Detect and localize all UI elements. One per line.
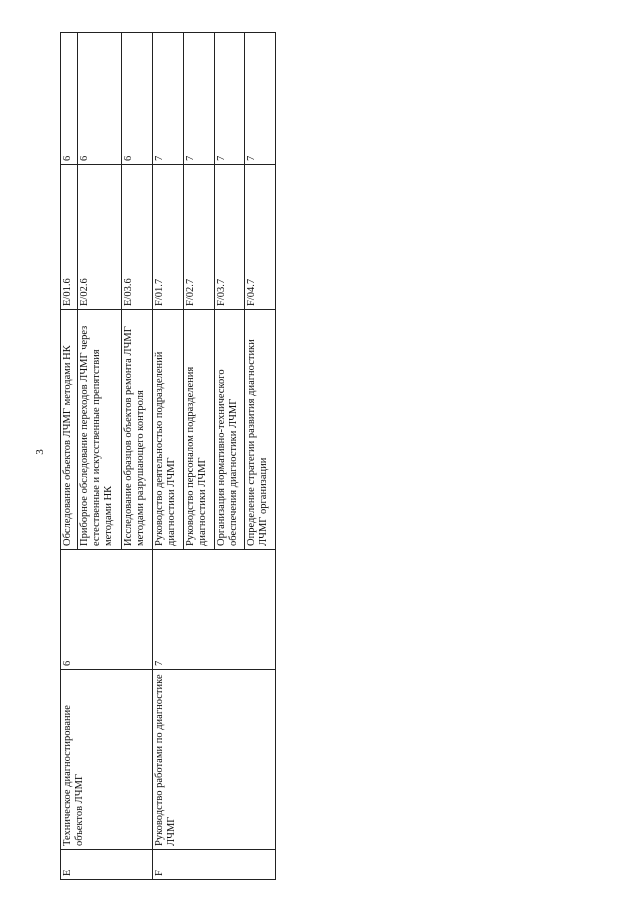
table-row: [153, 33, 184, 880]
function-code-cell: F/02.7: [183, 165, 214, 310]
function-level-cell: 7: [245, 33, 276, 165]
functions-table-container: [60, 33, 276, 880]
function-level-cell: 7: [214, 33, 245, 165]
function-name-cell: Определение стратегии развития диагностики ЛЧМГ организации: [245, 310, 276, 550]
function-level-cell: 7: [183, 33, 214, 165]
function-level-cell: 7: [153, 33, 184, 165]
group-code-cell: E: [61, 850, 153, 880]
function-code-cell: F/04.7: [245, 165, 276, 310]
function-level-cell: 6: [78, 33, 122, 165]
function-name-cell: Руководство персоналом подразделения диагностики ЛЧМГ: [183, 310, 214, 550]
group-level-cell: 6: [61, 550, 153, 670]
function-code-cell: F/01.7: [153, 165, 184, 310]
function-name-cell: Приборное обследование переходов ЛЧМГ через естественные и искусственные препятствия методами НК: [78, 310, 122, 550]
table-row: [61, 33, 78, 880]
function-name-cell: Исследование образцов объектов ремонта ЛЧМГ методами разрушающего контроля: [122, 310, 153, 550]
function-level-cell: 6: [61, 33, 78, 165]
function-code-cell: F/03.7: [214, 165, 245, 310]
function-name-cell: Руководство деятельностью подразделений диагностики ЛЧМГ: [153, 310, 184, 550]
function-name-cell: Организация нормативно-технического обеспечения диагностики ЛЧМГ: [214, 310, 245, 550]
function-code-cell: E/03.6: [122, 165, 153, 310]
function-code-cell: E/01.6: [61, 165, 78, 310]
function-code-cell: E/02.6: [78, 165, 122, 310]
group-code-cell: F: [153, 850, 276, 880]
group-name-cell: Руководство работами по диагностике ЛЧМГ: [153, 670, 276, 850]
group-name-cell: Техническое диагностирование объектов ЛЧМГ: [61, 670, 153, 850]
function-level-cell: 6: [122, 33, 153, 165]
function-name-cell: Обследование объектов ЛЧМГ методами НК: [61, 310, 78, 550]
page-number: 3: [34, 449, 46, 455]
labor-functions-table: [60, 32, 276, 880]
group-level-cell: 7: [153, 550, 276, 670]
